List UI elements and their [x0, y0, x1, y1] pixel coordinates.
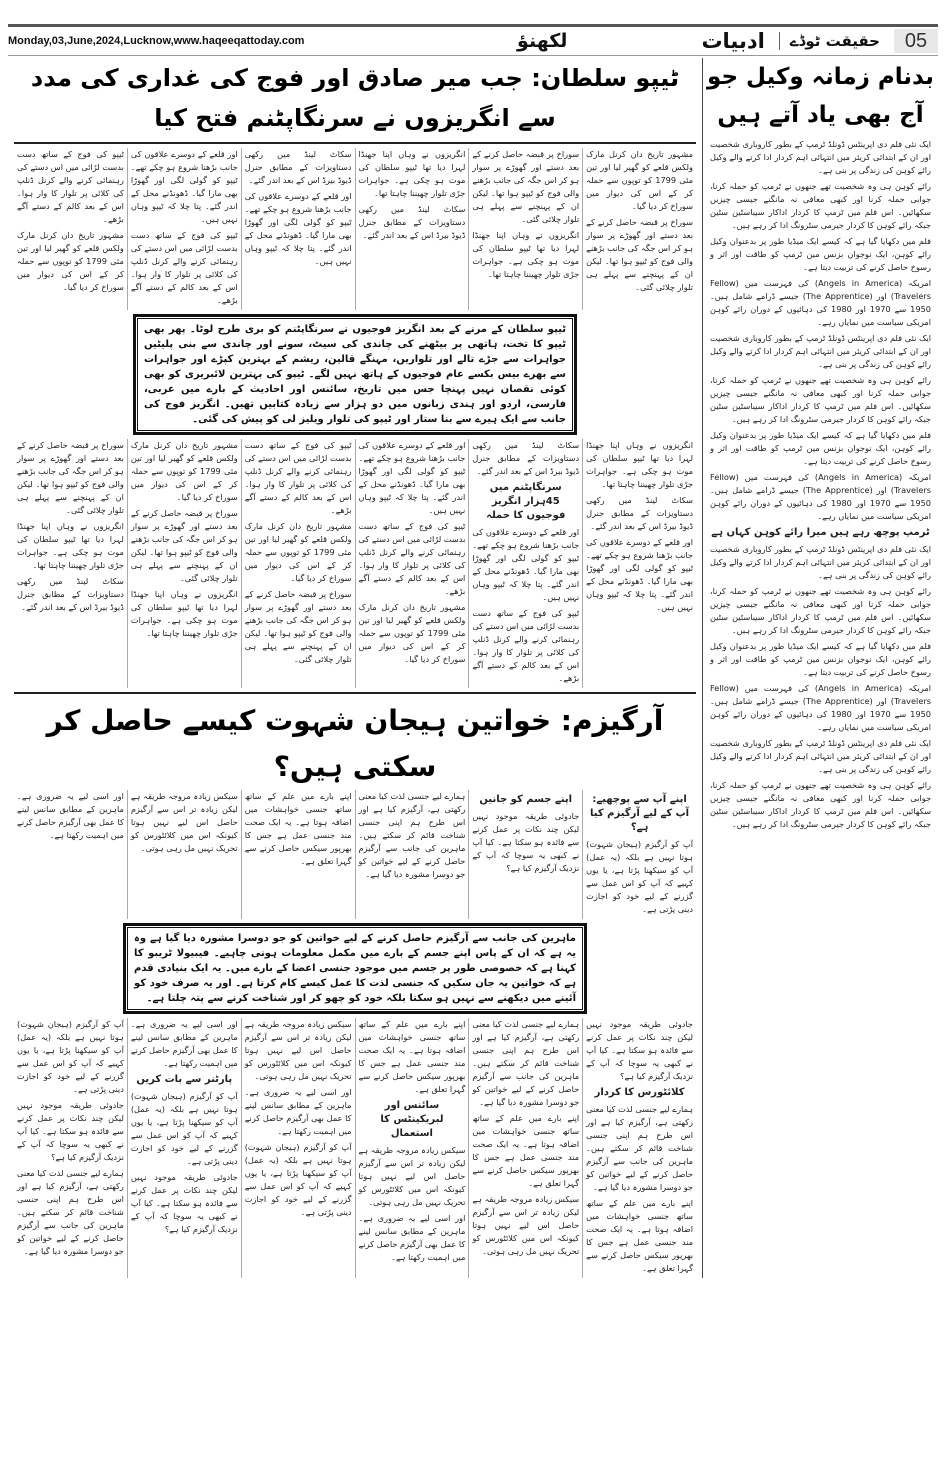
paragraph: ایک نئی فلم دی اپرینٹس ڈونلڈ ٹرمپ کے بطور کاروباری شخصیت اور ان کے ابتدائی کریئر میں انتہائی اہم کردار ادا کرتے والے وکیل رائے کوہن کی زندگی پر بنی ہے۔ — [710, 333, 931, 369]
text-column — [468, 439, 582, 688]
paragraph: اور اسی لیے یہ ضروری ہے۔ ماہرین کے مطابق سانس لینے کا عمل بھی آرگیزم حاصل کرنے میں اہمیت رکھتا ہے۔ — [130, 1019, 238, 1068]
paragraph: ٹیپو کی فوج کے ساتھ دست بدست لڑائی میں اس دستے کی رہنمائی کرنے والے کرنل ڈنلپ کی کلائی پر تلوار کا وار ہوا۔ اس کے بعد کالم کے دستے آگے بڑھے۔ — [472, 608, 580, 683]
tipu-highlight-box: ٹیپو سلطان کے مرنے کے بعد انگریز فوجیوں نے سرنگاپٹنم کو بری طرح لوٹا۔ پھر بھی ٹیپو کا تخت، ہاتھی پر بیٹھنے کی چاندی کی سیٹ، سونے اور چاندی سے بنی پلیٹیں جواہرات سے جڑے تالے اور تلواریں، مہنگے قالین، ریشم کے بہترین کپڑے اور جواہرات سے بھرے بیس بکسے عام فوجیوں کے ہاتھ نہیں لگے۔ ٹیپو کی بہترین لائبریری کو بھی کوئی نقصان نہیں پہنچا جس میں تاریخ، سائنس اور احادیث کے بارے میں عربی، فارسی، اردو اور ہندی زبانوں میں دو ہزار سے زیادہ کتابیں تھیں۔ انگریز فوج کی جانب سے ایک ہیرے سے بنا ستار اور ٹیپو کی تلوار ویلیز لی کو پیش کی گئی۔ — [135, 316, 575, 433]
subheading: کلائٹورس کا کردار — [594, 1087, 685, 1098]
headline-rule — [14, 142, 696, 144]
paragraph: سیکس زیادہ مروجہ طریقہ ہے لیکن زیادہ تر اس سے آرگیزم حاصل اس لیے نہیں ہوتا کیونکہ اس میں کلائٹورس کو تحریک نہیں مل رہی ہوتی۔ — [130, 791, 238, 853]
paragraph: انگریزوں نے وہاں اپنا جھنڈا لہرا دیا تھا ٹیپو سلطان کی موت ہو چکی ہے۔ جواہرات جڑی تلوار چھیننا چاہتا تھا۔ — [130, 589, 238, 638]
paragraph: جادوئی طریقہ موجود نہیں لیکن چند نکات پر عمل کرنے سے فائدہ ہو سکتا ہے۔ کیا آپ نے کبھی یہ سوچا کہ آپ کے نزدیک آرگیزم کیا ہے؟ — [472, 811, 580, 873]
paragraph: سوراخ پر قبضہ حاصل کرنے کے بعد دستے اور گھوڑے پر سوار ہو کر اس جگہ کی جانب بڑھنے والی فوج کو ٹیپو ہوا تھا۔ لیکن ان کے پہنچنے سے پہلے ہی تلوار چلائی گئی۔ — [244, 589, 352, 664]
orgasm-article — [14, 698, 696, 1278]
paragraph: انگریزوں نے وہاں اپنا جھنڈا لہرا دیا تھا ٹیپو سلطان کی موت ہو چکی ہے۔ جواہرات جڑی تلوار چھیننا چاہتا تھا۔ — [358, 149, 466, 198]
paragraph: مشہور تاریخ دان کرنل مارک ولکس قلعے کو گھیر لیا اور تین مئی 1799 کو توپوں سے حملہ کر کے اس کی دیوار میں سوراخ کر دیا گیا۔ — [130, 440, 238, 502]
paragraph: سوراخ پر قبضہ حاصل کرنے کے بعد دستے اور گھوڑے پر سوار ہو کر اس جگہ کی جانب بڑھنے والی فوج کو ٹیپو ہوا تھا۔ لیکن ان کے پہنچنے سے پہلے ہی تلوار چلائی گئی۔ — [17, 440, 124, 515]
section-rule — [14, 692, 696, 694]
paragraph: مشہور تاریخ دان کرنل مارک ولکس قلعے کو گھیر لیا اور تین مئی 1799 کو توپوں سے حملہ کر کے اس کی دیوار میں سوراخ کر دیا گیا۔ — [586, 149, 693, 211]
paragraph: آپ کو آرگیزم (ہیجان شہوت) ہوتا نہیں ہے بلکہ (یہ عمل) آپ کو سیکھنا پڑتا ہے، یا یوں کہیے کہ آپ کو اس عمل سے گزرنے کے لیے خود کو اجازت دینی پڑتی ہے۔ — [130, 1091, 238, 1166]
masthead — [517, 29, 938, 53]
text-column — [355, 439, 469, 688]
paragraph: ٹیپو کی فوج کے ساتھ دست بدست لڑائی میں اس دستے کی رہنمائی کرنے والے کرنل ڈنلپ کی کلائی پر تلوار کا وار ہوا۔ اس کے بعد کالم کے دستے آگے بڑھے۔ — [244, 440, 352, 515]
paragraph: سوراخ پر قبضہ حاصل کرنے کے بعد دستے اور گھوڑے پر سوار ہو کر اس جگہ کی جانب بڑھنے والی فوج کو ٹیپو ہوا تھا۔ لیکن ان کے پہنچنے سے پہلے ہی تلوار چلائی گئی۔ — [586, 217, 693, 292]
roy-cohn-article — [702, 58, 938, 1278]
paragraph: اپنے بارے میں علم کے ساتھ ساتھ جنسی خواہشات میں اضافہ ہوتا ہے۔ یہ ایک صحت مند جنسی عمل ہے جس کا بھرپور سیکس حاصل کرنے سے گہرا تعلق ہے۔ — [358, 1019, 466, 1094]
subheading: سائنس اور لبریکینٹس کا استعمال — [380, 1100, 444, 1139]
paragraph: ہمارے لیے جنسی لذت کیا معنی رکھتی ہے، آرگیزم کیا ہے اور اس طرح ہم اپنی جنسی شناخت قائم کر سکتے ہیں۔ ماہرین کی جانب سے آرگیزم حاصل کرنے کے لیے خواتین کو جو دوسرا مشورہ دیا گیا ہے۔ — [472, 1019, 580, 1107]
paragraph: آپ کو آرگیزم (ہیجان شہوت) ہوتا نہیں ہے بلکہ (یہ عمل) آپ کو سیکھنا پڑتا ہے، یا یوں کہیے کہ آپ کو اس عمل سے گزرنے کے لیے خود کو اجازت دینی پڑتی ہے۔ — [17, 1019, 124, 1094]
text-column — [127, 148, 241, 310]
text-column — [14, 790, 127, 919]
paragraph: ہمارے لیے جنسی لذت کیا معنی رکھتی ہے، آرگیزم کیا ہے اور اس طرح ہم اپنی جنسی شناخت قائم کر سکتے ہیں۔ ماہرین کی جانب سے آرگیزم حاصل کرنے کے لیے خواتین کو جو دوسرا مشورہ دیا گیا ہے۔ — [358, 791, 466, 879]
paragraph: فلم میں دکھایا گیا ہے کہ کیسے ایک میڈیا طور پر بدعنوان وکیل رائے کوہن، ایک نوجوان بزنس مین ٹرمپ کو طاقت اور اثر و رسوخ حاصل کرنے کی تربیت دیتا ہے۔ — [710, 430, 931, 466]
page-number: 05 — [894, 29, 938, 53]
paragraph: اور اسی لیے یہ ضروری ہے۔ ماہرین کے مطابق سانس لینے کا عمل بھی آرگیزم حاصل کرنے میں اہمیت رکھتا ہے۔ — [358, 1213, 466, 1262]
paragraph: ایک نئی فلم دی اپرینٹس ڈونلڈ ٹرمپ کے بطور کاروباری شخصیت اور ان کے ابتدائی کریئر میں انتہائی اہم کردار ادا کرتے والے وکیل رائے کوہن کی زندگی پر بنی ہے۔ — [710, 544, 931, 580]
paragraph: ٹیپو کی فوج کے ساتھ دست بدست لڑائی میں اس دستے کی رہنمائی کرنے والے کرنل ڈنلپ کی کلائی پر تلوار کا وار ہوا۔ اس کے بعد کالم کے دستے آگے بڑھے۔ — [358, 521, 466, 596]
paragraph: انگریزوں نے وہاں اپنا جھنڈا لہرا دیا تھا ٹیپو سلطان کی موت ہو چکی ہے۔ جواہرات جڑی تلوار چھیننا چاہتا تھا۔ — [17, 521, 124, 570]
paragraph: اور قلعے کے دوسرے علاقوں کی جانب بڑھنا شروع ہو چکے تھے۔ ٹیپو کو گولی لگی اور گھوڑا بھی مارا گیا۔ ڈھونڈنے محل کے اندر گئے۔ پتا چلا کہ ٹیپو وہاں نہیں ہیں۔ — [130, 149, 238, 224]
paragraph: اور قلعے کے دوسرے علاقوں کی جانب بڑھنا شروع ہو چکے تھے۔ ٹیپو کو گولی لگی اور گھوڑا بھی مارا گیا۔ ڈھونڈنے محل کے اندر گئے۔ پتا چلا کہ ٹیپو وہاں نہیں ہیں۔ — [358, 440, 466, 515]
paragraph: جادوئی طریقہ موجود نہیں لیکن چند نکات پر عمل کرنے سے فائدہ ہو سکتا ہے۔ کیا آپ نے کبھی یہ سوچا کہ آپ کے نزدیک آرگیزم کیا ہے؟ — [586, 1019, 693, 1081]
tipu-body-bottom — [14, 439, 696, 688]
text-column — [582, 148, 696, 310]
text-column — [241, 790, 355, 919]
paragraph: ٹیپو کی فوج کے ساتھ دست بدست لڑائی میں اس دستے کی رہنمائی کرنے والے کرنل ڈنلپ کی کلائی پر تلوار کا وار ہوا۔ اس کے بعد کالم کے دستے آگے بڑھے۔ — [17, 149, 124, 224]
text-column — [468, 1018, 582, 1278]
page-body — [8, 58, 938, 1278]
cohn-headline-line2: آج بھی یاد آتے ہیں — [717, 102, 924, 128]
text-column — [582, 439, 696, 688]
paragraph: سکاٹ لینڈ میں رکھی دستاویزات کے مطابق جنرل ڈیوڈ بیرڈ اس کے بعد اندر گئے۔ — [586, 495, 693, 531]
subheading: اپنے آپ سے پوچھیے: آپ کے لیے آرگیزم کیا ہے؟ — [590, 794, 690, 833]
text-column — [468, 148, 582, 310]
subheading: ٹرمپ پوچھ رہے ہیں میرا رائے کوہن کہاں ہے — [711, 527, 930, 538]
paragraph: سکاٹ لینڈ میں رکھی دستاویزات کے مطابق جنرل ڈیوڈ بیرڈ اس کے بعد اندر گئے۔ — [358, 204, 466, 240]
paragraph: اپنے بارے میں علم کے ساتھ ساتھ جنسی خواہشات میں اضافہ ہوتا ہے۔ یہ ایک صحت مند جنسی عمل ہے جس کا بھرپور سیکس حاصل کرنے سے گہرا تعلق ہے۔ — [586, 1198, 693, 1273]
paragraph: انگریزوں نے وہاں اپنا جھنڈا لہرا دیا تھا ٹیپو سلطان کی موت ہو چکی ہے۔ جواہرات جڑی تلوار چھیننا چاہتا تھا۔ — [586, 440, 693, 489]
section-title: ادبیات — [701, 29, 765, 53]
paragraph: آپ کو آرگیزم (ہیجان شہوت) ہوتا نہیں ہے بلکہ (یہ عمل) آپ کو سیکھنا پڑتا ہے، یا یوں کہیے کہ آپ کو اس عمل سے گزرنے کے لیے خود کو اجازت دینی پڑتی ہے۔ — [244, 1142, 352, 1217]
city-label: لکھنؤ — [517, 30, 568, 52]
text-column — [241, 148, 355, 310]
paragraph: اور قلعے کے دوسرے علاقوں کی جانب بڑھنا شروع ہو چکے تھے۔ ٹیپو کو گولی لگی اور گھوڑا بھی مارا گیا۔ ڈھونڈنے محل کے اندر گئے۔ پتا چلا کہ ٹیپو وہاں نہیں ہیں۔ — [586, 537, 693, 612]
paragraph: سکاٹ لینڈ میں رکھی دستاویزات کے مطابق جنرل ڈیوڈ بیرڈ اس کے بعد اندر گئے۔ — [17, 576, 124, 612]
subheading: سرنگاپٹنم میں 45ہزار انگریز فوجیوں کا حملہ — [486, 482, 566, 521]
subheading: اپنے جسم کو جانیں — [479, 794, 573, 805]
paragraph: امریکہ (Angels in America) کی فہرست میں (Fellow Travelers) اور (The Apprentice) جیسے ڈرامے شامل ہیں۔ 1950 سے 1970 اور 1980 کی دہائیوں کے دوران رائے کوہن امریکی سیاست میں نمایاں رہے۔ — [710, 278, 931, 327]
text-column — [707, 138, 934, 834]
paragraph: ہمارے لیے جنسی لذت کیا معنی رکھتی ہے، آرگیزم کیا ہے اور اس طرح ہم اپنی جنسی شناخت قائم کر سکتے ہیں۔ ماہرین کی جانب سے آرگیزم حاصل کرنے کے لیے خواتین کو جو دوسرا مشورہ دیا گیا ہے۔ — [586, 1104, 693, 1192]
paragraph: فلم میں دکھایا گیا ہے کہ کیسے ایک میڈیا طور پر بدعنوان وکیل رائے کوہن، ایک نوجوان بزنس مین ٹرمپ کو طاقت اور اثر و رسوخ حاصل کرنے کی تربیت دیتا ہے۔ — [710, 236, 931, 272]
paragraph: سوراخ پر قبضہ حاصل کرنے کے بعد دستے اور گھوڑے پر سوار ہو کر اس جگہ کی جانب بڑھنے والی فوج کو ٹیپو ہوا تھا۔ لیکن ان کے پہنچنے سے پہلے ہی تلوار چلائی گئی۔ — [130, 508, 238, 583]
paragraph: رائے کوہن ہی وہ شخصیت تھے جنھوں نے ٹرمپ کو حملہ کرنا، جوابی حملہ کرنا اور کبھی معافی نہ مانگنے جیسی چیزیں سکھائیں۔ اس فلم میں ٹرمپ کا کردار اداکار سیباسٹین سٹین جبکہ رائے کوہن کا کردار جیرمی سٹرونگ ادا کر رہے ہیں۔ — [710, 375, 931, 424]
orgasm-body-bottom — [14, 1018, 696, 1278]
paragraph: جادوئی طریقہ موجود نہیں لیکن چند نکات پر عمل کرنے سے فائدہ ہو سکتا ہے۔ کیا آپ نے کبھی یہ سوچا کہ آپ کے نزدیک آرگیزم کیا ہے؟ — [17, 1100, 124, 1162]
paragraph: فلم میں دکھایا گیا ہے کہ کیسے ایک میڈیا طور پر بدعنوان وکیل رائے کوہن، ایک نوجوان بزنس مین ٹرمپ کو طاقت اور اثر و رسوخ حاصل کرنے کی تربیت دیتا ہے۔ — [710, 641, 931, 677]
paragraph: سوراخ پر قبضہ حاصل کرنے کے بعد دستے اور گھوڑے پر سوار ہو کر اس جگہ کی جانب بڑھنے والی فوج کو ٹیپو ہوا تھا۔ لیکن ان کے پہنچنے سے پہلے ہی تلوار چلائی گئی۔ — [472, 149, 580, 224]
paragraph: سکاٹ لینڈ میں رکھی دستاویزات کے مطابق جنرل ڈیوڈ بیرڈ اس کے بعد اندر گئے۔ — [244, 149, 352, 185]
cohn-body — [707, 138, 934, 834]
text-column — [355, 790, 469, 919]
paragraph: مشہور تاریخ دان کرنل مارک ولکس قلعے کو گھیر لیا اور تین مئی 1799 کو توپوں سے حملہ کر کے اس کی دیوار میں سوراخ کر دیا گیا۔ — [244, 521, 352, 583]
tipu-headline: ٹیپو سلطان: جب میر صادق اور فوج کی غداری کی مدد سے انگریزوں نے سرنگاپٹنم فتح کیا — [30, 64, 680, 132]
paragraph: اپنے بارے میں علم کے ساتھ ساتھ جنسی خواہشات میں اضافہ ہوتا ہے۔ یہ ایک صحت مند جنسی عمل ہے جس کا بھرپور سیکس حاصل کرنے سے گہرا تعلق ہے۔ — [472, 1113, 580, 1188]
paragraph: اور قلعے کے دوسرے علاقوں کی جانب بڑھنا شروع ہو چکے تھے۔ ٹیپو کو گولی لگی اور گھوڑا بھی مارا گیا۔ ڈھونڈنے محل کے اندر گئے۔ پتا چلا کہ ٹیپو وہاں نہیں ہیں۔ — [244, 191, 352, 266]
paragraph: سیکس زیادہ مروجہ طریقہ ہے لیکن زیادہ تر اس سے آرگیزم حاصل اس لیے نہیں ہوتا کیونکہ اس میں کلائٹورس کو تحریک نہیں مل رہی ہوتی۔ — [358, 1145, 466, 1207]
orgasm-highlight-box: ماہرین کی جانب سے آرگیزم حاصل کرنے کے لیے خواتین کو جو دوسرا مشورہ دیا گیا ہے وہ یہ ہے کہ ان کے پاس اپنے جسم کے بارے میں مکمل معلومات ہونی چاہیے۔ فیبیولا ٹریبو کا کہنا ہے کہ خصوصی طور پر جسم میں موجود جنسی اعضا کے بارے میں۔ یہ ایک بنیادی قدم ہے کہ خواتین یہ جان سکیں کہ جنسی لذت کا عمل کیسے کام کرتا ہے۔ اور یہ صرف خود کو آئینے میں دیکھنے سے نہیں ہو سکتا بلکہ خود کو چھو کر اور شناخت کرنے سے پتہ چلتا ہے۔ — [125, 925, 585, 1012]
newspaper-logo: حقیقت ٹوڈے — [779, 32, 880, 50]
paragraph: مشہور تاریخ دان کرنل مارک ولکس قلعے کو گھیر لیا اور تین مئی 1799 کو توپوں سے حملہ کر کے اس کی دیوار میں سوراخ کر دیا گیا۔ — [358, 602, 466, 664]
text-column — [582, 1018, 696, 1278]
page-header — [8, 24, 938, 56]
text-column — [127, 790, 241, 919]
tipu-body-top — [14, 148, 696, 310]
paragraph: اور اسی لیے یہ ضروری ہے۔ ماہرین کے مطابق سانس لینے کا عمل بھی آرگیزم حاصل کرنے میں اہمیت رکھتا ہے۔ — [17, 791, 124, 840]
text-column — [241, 439, 355, 688]
paragraph: امریکہ (Angels in America) کی فہرست میں (Fellow Travelers) اور (The Apprentice) جیسے ڈرامے شامل ہیں۔ 1950 سے 1970 اور 1980 کی دہائیوں کے دوران رائے کوہن امریکی سیاست میں نمایاں رہے۔ — [710, 683, 931, 732]
paragraph: سیکس زیادہ مروجہ طریقہ ہے لیکن زیادہ تر اس سے آرگیزم حاصل اس لیے نہیں ہوتا کیونکہ اس میں کلائٹورس کو تحریک نہیں مل رہی ہوتی۔ — [472, 1194, 580, 1256]
paragraph: رائے کوہن ہی وہ شخصیت تھے جنھوں نے ٹرمپ کو حملہ کرنا، جوابی حملہ کرنا اور کبھی معافی نہ مانگنے جیسی چیزیں سکھائیں۔ اس فلم میں ٹرمپ کا کردار اداکار سیباسٹین سٹین جبکہ رائے کوہن کا کردار جیرمی سٹرونگ ادا کر رہے ہیں۔ — [710, 586, 931, 635]
cohn-headline-line1: بدنام زمانہ وکیل جو — [707, 64, 934, 90]
paragraph: سیکس زیادہ مروجہ طریقہ ہے لیکن زیادہ تر اس سے آرگیزم حاصل اس لیے نہیں ہوتا کیونکہ اس میں کلائٹورس کو تحریک نہیں مل رہی ہوتی۔ — [244, 1019, 352, 1081]
subheading: پارٹنر سے بات کریں — [136, 1074, 233, 1085]
text-column — [355, 148, 469, 310]
text-column — [582, 790, 696, 919]
text-column — [468, 790, 582, 919]
tipu-article — [14, 58, 696, 688]
paragraph: ہمارے لیے جنسی لذت کیا معنی رکھتی ہے، آرگیزم کیا ہے اور اس طرح ہم اپنی جنسی شناخت قائم کر سکتے ہیں۔ ماہرین کی جانب سے آرگیزم حاصل کرنے کے لیے خواتین کو جو دوسرا مشورہ دیا گیا ہے۔ — [17, 1168, 124, 1256]
paragraph: امریکہ (Angels in America) کی فہرست میں (Fellow Travelers) اور (The Apprentice) جیسے ڈرامے شامل ہیں۔ 1950 سے 1970 اور 1980 کی دہائیوں کے دوران رائے کوہن امریکی سیاست میں نمایاں رہے۔ — [710, 472, 931, 521]
text-column — [127, 1018, 241, 1278]
text-column — [14, 148, 127, 310]
paragraph: اور قلعے کے دوسرے علاقوں کی جانب بڑھنا شروع ہو چکے تھے۔ ٹیپو کو گولی لگی اور گھوڑا بھی مارا گیا۔ ڈھونڈنے محل کے اندر گئے۔ پتا چلا کہ ٹیپو وہاں نہیں ہیں۔ — [472, 527, 580, 602]
paragraph: مشہور تاریخ دان کرنل مارک ولکس قلعے کو گھیر لیا اور تین مئی 1799 کو توپوں سے حملہ کر کے اس کی دیوار میں سوراخ کر دیا گیا۔ — [17, 230, 124, 292]
paragraph: سکاٹ لینڈ میں رکھی دستاویزات کے مطابق جنرل ڈیوڈ بیرڈ اس کے بعد اندر گئے۔ — [472, 440, 580, 476]
paragraph: ٹیپو کی فوج کے ساتھ دست بدست لڑائی میں اس دستے کی رہنمائی کرنے والے کرنل ڈنلپ کی کلائی پر تلوار کا وار ہوا۔ اس کے بعد کالم کے دستے آگے بڑھے۔ — [130, 230, 238, 305]
orgasm-headline: آرگیزم: خواتین ہیجان شہوت کیسے حاصل کر سکتی ہیں؟ — [46, 704, 664, 783]
paragraph: رائے کوہن ہی وہ شخصیت تھے جنھوں نے ٹرمپ کو حملہ کرنا، جوابی حملہ کرنا اور کبھی معافی نہ مانگنے جیسی چیزیں سکھائیں۔ اس فلم میں ٹرمپ کا کردار اداکار سیباسٹین سٹین جبکہ رائے کوہن کا کردار جیرمی سٹرونگ ادا کر رہے ہیں۔ — [710, 780, 931, 829]
left-area — [8, 58, 702, 1278]
text-column — [14, 1018, 127, 1278]
text-column — [127, 439, 241, 688]
text-column — [14, 439, 127, 688]
orgasm-body-top — [14, 790, 696, 919]
paragraph: ایک نئی فلم دی اپرینٹس ڈونلڈ ٹرمپ کے بطور کاروباری شخصیت اور ان کے ابتدائی کریئر میں انتہائی اہم کردار ادا کرتے والے وکیل رائے کوہن کی زندگی پر بنی ہے۔ — [710, 139, 931, 175]
paragraph: جادوئی طریقہ موجود نہیں لیکن چند نکات پر عمل کرنے سے فائدہ ہو سکتا ہے۔ کیا آپ نے کبھی یہ سوچا کہ آپ کے نزدیک آرگیزم کیا ہے؟ — [130, 1172, 238, 1234]
dateline: Monday,03,June,2024,Lucknow,www.haqeeqattoday.com — [8, 35, 305, 47]
text-column — [355, 1018, 469, 1278]
paragraph: رائے کوہن ہی وہ شخصیت تھے جنھوں نے ٹرمپ کو حملہ کرنا، جوابی حملہ کرنا اور کبھی معافی نہ مانگنے جیسی چیزیں سکھائیں۔ اس فلم میں ٹرمپ کا کردار اداکار سیباسٹین سٹین جبکہ رائے کوہن کا کردار جیرمی سٹرونگ ادا کر رہے ہیں۔ — [710, 181, 931, 230]
text-column — [241, 1018, 355, 1278]
paragraph: انگریزوں نے وہاں اپنا جھنڈا لہرا دیا تھا ٹیپو سلطان کی موت ہو چکی ہے۔ جواہرات جڑی تلوار چھیننا چاہتا تھا۔ — [472, 230, 580, 279]
paragraph: اپنے بارے میں علم کے ساتھ ساتھ جنسی خواہشات میں اضافہ ہوتا ہے۔ یہ ایک صحت مند جنسی عمل ہے جس کا بھرپور سیکس حاصل کرنے سے گہرا تعلق ہے۔ — [244, 791, 352, 866]
paragraph: آپ کو آرگیزم (ہیجان شہوت) ہوتا نہیں ہے بلکہ (یہ عمل) آپ کو سیکھنا پڑتا ہے، یا یوں کہیے کہ آپ کو اس عمل سے گزرنے کے لیے خود کو اجازت دینی پڑتی ہے۔ — [586, 839, 693, 914]
paragraph: اور اسی لیے یہ ضروری ہے۔ ماہرین کے مطابق سانس لینے کا عمل بھی آرگیزم حاصل کرنے میں اہمیت رکھتا ہے۔ — [244, 1087, 352, 1136]
paragraph: ایک نئی فلم دی اپرینٹس ڈونلڈ ٹرمپ کے بطور کاروباری شخصیت اور ان کے ابتدائی کریئر میں انتہائی اہم کردار ادا کرتے والے وکیل رائے کوہن کی زندگی پر بنی ہے۔ — [710, 738, 931, 774]
